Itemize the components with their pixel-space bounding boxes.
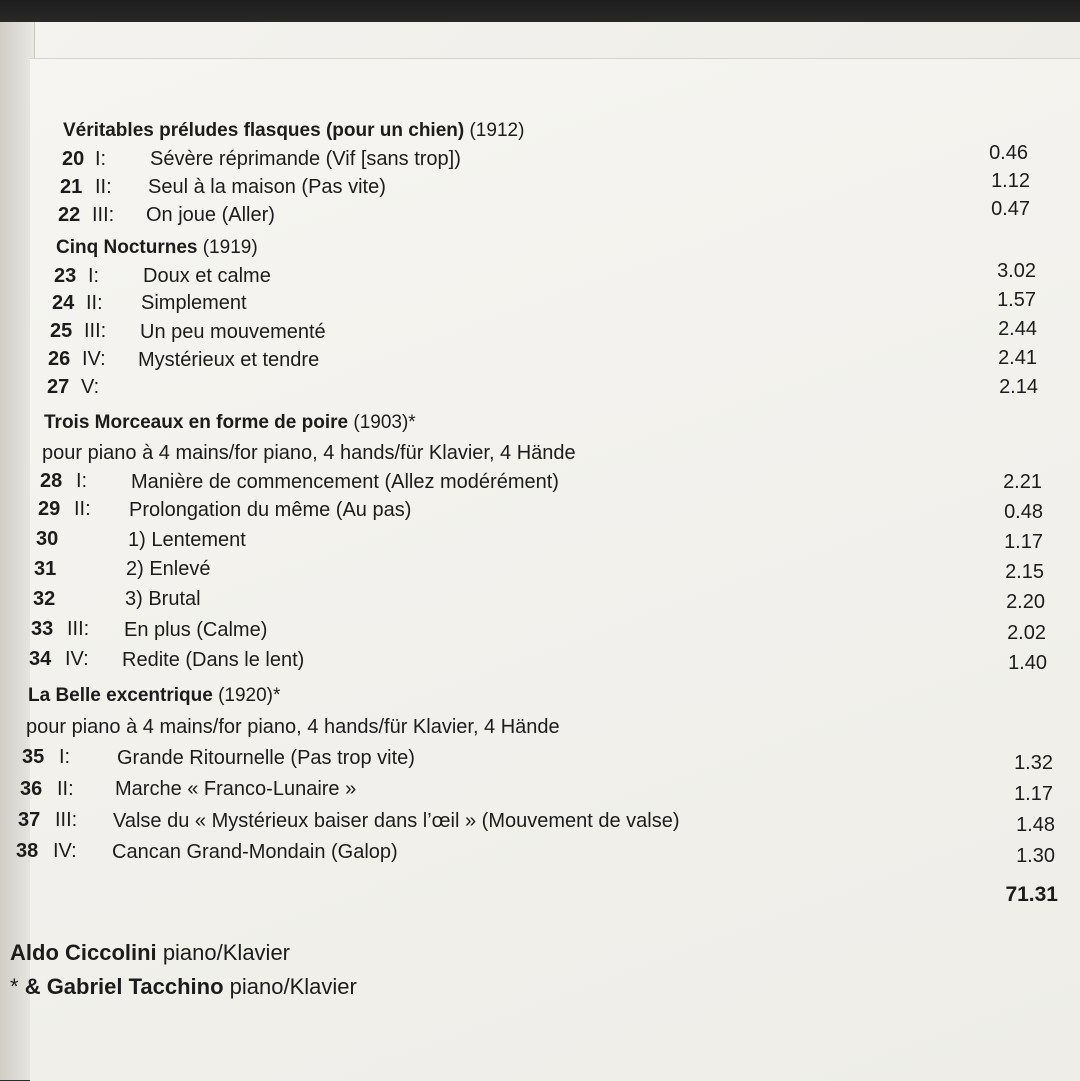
track-number: 22 [58, 204, 81, 226]
track-title: 3) Brutal [125, 588, 201, 610]
movement-label: V: [81, 376, 100, 398]
track-number: 30 [36, 528, 59, 550]
track-duration: 2.21 [1003, 471, 1042, 493]
track-title: Seul à la maison (Pas vite) [148, 176, 386, 198]
movement-label: I: [76, 470, 88, 492]
track-duration: 2.02 [1007, 622, 1046, 644]
track-duration: 0.46 [989, 142, 1028, 164]
track-number: 35 [22, 746, 45, 768]
track-number: 24 [52, 292, 75, 314]
track-title: Cancan Grand-Mondain (Galop) [112, 841, 398, 863]
movement-label: IV: [82, 348, 106, 370]
section-heading: Véritables préludes flasques (pour un chien) (1912) [63, 120, 525, 141]
track-number: 31 [34, 558, 57, 580]
section-heading: La Belle excentrique (1920)* [28, 685, 281, 706]
track-duration: 1.30 [1016, 845, 1055, 867]
movement-label: I: [88, 265, 100, 287]
movement-label: III: [55, 809, 78, 831]
track-number: 34 [29, 648, 52, 670]
movement-label: IV: [53, 840, 77, 862]
track-number: 32 [33, 588, 56, 610]
track-title: 2) Enlevé [126, 558, 211, 580]
performer-credit: * & Gabriel Tacchino piano/Klavier [10, 974, 357, 999]
movement-label: IV: [65, 648, 89, 670]
track-title: 1) Lentement [128, 529, 246, 551]
track-title: Simplement [141, 292, 247, 314]
section-subtitle: pour piano à 4 mains/for piano, 4 hands/für Klavier, 4 Hände [26, 716, 560, 738]
movement-label: II: [57, 778, 74, 800]
section-heading: Trois Morceaux en forme de poire (1903)* [44, 412, 416, 433]
track-number: 38 [16, 840, 39, 862]
track-duration: 2.44 [998, 318, 1037, 340]
track-duration: 1.48 [1016, 814, 1055, 836]
track-number: 23 [54, 265, 77, 287]
movement-label: II: [95, 176, 112, 198]
performer-credit: Aldo Ciccolini piano/Klavier [10, 940, 290, 965]
track-title: Valse du « Mystérieux baiser dans l’œil » (Mouvement de valse) [113, 810, 680, 832]
track-duration: 1.17 [1014, 783, 1053, 805]
track-duration: 1.17 [1004, 531, 1043, 553]
section-subtitle: pour piano à 4 mains/for piano, 4 hands/für Klavier, 4 Hände [42, 442, 576, 464]
track-number: 21 [60, 176, 83, 198]
movement-label: III: [67, 618, 90, 640]
track-duration: 0.48 [1004, 501, 1043, 523]
track-title: Prolongation du même (Au pas) [129, 499, 412, 521]
track-title: Un peu mouvementé [140, 321, 326, 343]
track-title: Doux et calme [143, 265, 271, 287]
track-title: On joue (Aller) [146, 204, 275, 226]
movement-label: III: [84, 320, 107, 342]
track-duration: 3.02 [997, 260, 1036, 282]
track-title: Redite (Dans le lent) [122, 649, 305, 671]
track-title: Mystérieux et tendre [138, 349, 320, 371]
track-number: 27 [47, 376, 70, 398]
track-title: En plus (Calme) [124, 619, 268, 641]
track-title: Marche « Franco-Lunaire » [115, 778, 357, 800]
track-duration: 1.12 [991, 170, 1030, 192]
movement-label: II: [74, 498, 91, 520]
track-title: Sévère réprimande (Vif [sans trop]) [150, 148, 461, 170]
track-duration: 0.47 [991, 198, 1030, 220]
movement-label: I: [59, 746, 71, 768]
track-number: 20 [62, 148, 85, 170]
movement-label: I: [95, 148, 107, 170]
total-duration: 71.31 [1005, 883, 1058, 906]
track-number: 28 [40, 470, 63, 492]
track-number: 37 [18, 809, 41, 831]
track-number: 25 [50, 320, 73, 342]
track-duration: 1.57 [997, 289, 1036, 311]
track-number: 33 [31, 618, 54, 640]
movement-label: II: [86, 292, 103, 314]
track-duration: 2.15 [1005, 561, 1044, 583]
track-duration: 2.20 [1006, 591, 1045, 613]
track-duration: 2.41 [998, 347, 1037, 369]
track-number: 26 [48, 348, 71, 370]
movement-label: III: [92, 204, 115, 226]
track-number: 29 [38, 498, 61, 520]
track-title: Grande Ritournelle (Pas trop vite) [117, 747, 415, 769]
track-duration: 1.32 [1014, 752, 1053, 774]
track-number: 36 [20, 778, 43, 800]
track-duration: 2.14 [999, 376, 1038, 398]
track-title: Manière de commencement (Allez modérément) [131, 471, 559, 493]
section-heading: Cinq Nocturnes (1919) [56, 237, 258, 258]
track-duration: 1.40 [1008, 652, 1047, 674]
